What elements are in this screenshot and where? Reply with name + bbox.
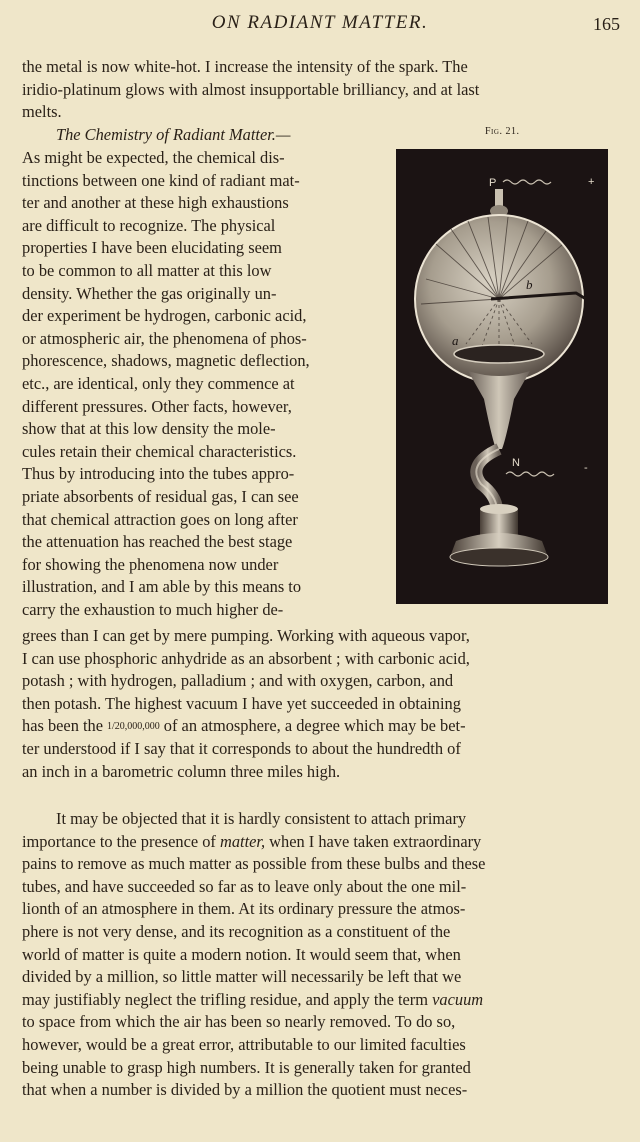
- text-line: potash ; with hydrogen, palladium ; and with oxygen, carbon, and: [22, 671, 454, 691]
- text-line: illustration, and I am able by this means to: [22, 577, 302, 597]
- label-a: a: [452, 333, 459, 348]
- text-line: being unable to grasp high numbers. It is generally taken for granted: [22, 1057, 471, 1077]
- text-line: Thus by introducing into the tubes appro-: [22, 464, 295, 484]
- text-line: however, would be a great error, attributable to our limited faculties: [22, 1034, 466, 1054]
- label-plus: +: [588, 176, 595, 188]
- cup-electrode: [454, 345, 544, 363]
- wide-lines: [22, 625, 617, 783]
- text-line: different pressures. Other facts, however,: [22, 396, 292, 416]
- text-line: importance to the presence of matter, when I have taken extraordinary: [22, 831, 482, 851]
- text-line: phorescence, shadows, magnetic deflection,: [22, 351, 310, 371]
- text-line: properties I have been elucidating seem: [22, 238, 282, 258]
- text-line: an inch in a barometric column three miles high.: [22, 761, 341, 781]
- emphasis-matter: matter,: [219, 831, 266, 851]
- text-line: the metal is now white-hot. I increase the intensity of the spark. The: [22, 57, 468, 76]
- bulb-neck: [468, 371, 530, 449]
- text-line: grees than I can get by mere pumping. Working with aqueous vapor,: [22, 626, 470, 645]
- running-head: [0, 10, 640, 38]
- text-line: melts.: [22, 102, 62, 122]
- figure-caption: Fig. 21.: [485, 126, 520, 137]
- text-line: I can use phosphoric anhydride as an absorbent ; with carbonic acid,: [22, 648, 470, 668]
- text-line: cules retain their chemical characteristics.: [22, 441, 297, 461]
- text-line: pains to remove as much matter as possible from these bulbs and these: [22, 854, 486, 874]
- text-line: show that at this low density the mole-: [22, 419, 276, 439]
- text-line: then potash. The highest vacuum I have yet succeeded in obtaining: [22, 693, 461, 713]
- emphasis-vacuum: vacuum: [432, 989, 484, 1009]
- text-line: As might be expected, the chemical dis-: [22, 148, 285, 167]
- figure-radiometer-tube: [396, 149, 608, 604]
- text-line: that chemical attraction goes on long after: [22, 509, 298, 529]
- text-line: iridio-platinum glows with almost insupportable brilliancy, and at last: [22, 79, 480, 99]
- text-line: phere is not very dense, and its recognition as a constituent of the: [22, 921, 451, 941]
- text-line: for showing the phenomena now under: [22, 554, 279, 574]
- text-line: are difficult to recognize. The physical: [22, 215, 276, 235]
- text-line: der experiment be hydrogen, carbonic acid,: [22, 306, 307, 326]
- paragraph-2: [22, 808, 617, 1102]
- text-line: It may be objected that it is hardly consistent to attach primary: [56, 809, 467, 828]
- text-line: tinctions between one kind of radiant mat-: [22, 170, 300, 190]
- fraction-value: 1/20,000,000: [107, 721, 160, 733]
- section-heading-block: [22, 124, 382, 147]
- text-line: divided by a million, so little matter will necessarily be left that we: [22, 967, 462, 987]
- label-minus: -: [584, 462, 588, 474]
- label-n: N: [512, 457, 520, 469]
- text-line: etc., are identical, only they commence at: [22, 373, 295, 393]
- text-line: that when a number is divided by a million the quotient must neces-: [22, 1080, 468, 1100]
- text-line: ter and another at these high exhaustions: [22, 193, 289, 213]
- text-line-fraction: has been the 1/20,000,000 of an atmosphere, a degree which may be bet-: [22, 716, 466, 736]
- text-line: the attenuation has reached the best stage: [22, 532, 293, 552]
- text-line: tubes, and have succeeded so far as to leave only about the one mil-: [22, 876, 467, 896]
- tube-illustration: [396, 149, 608, 604]
- wire-coil-bottom: [506, 472, 554, 476]
- text-line: world of matter is quite a modern notion. It would seem that, when: [22, 944, 461, 964]
- text-line: to be common to all matter at this low: [22, 260, 272, 280]
- text-line: to space from which the air has been so nearly removed. To do so,: [22, 1012, 456, 1032]
- wire-coil-top: [503, 180, 551, 184]
- label-b: b: [526, 277, 533, 292]
- page-number: 165: [593, 14, 620, 34]
- label-p: P: [489, 177, 497, 189]
- text-line: density. Whether the gas originally un-: [22, 283, 277, 303]
- text-line: priate absorbents of residual gas, I can see: [22, 486, 299, 506]
- narrow-column: [22, 147, 382, 621]
- text-line: ter understood if I say that it corresponds to about the hundredth of: [22, 738, 461, 758]
- text-line: or atmospheric air, the phenomena of phos-: [22, 328, 307, 348]
- section-title: The Chemistry of Radiant Matter.—: [56, 125, 291, 144]
- text-line: may justifiably neglect the trifling residue, and apply the term vacuum: [22, 989, 484, 1009]
- text-line: lionth of an atmosphere in them. At its ordinary pressure the atmos-: [22, 899, 466, 919]
- running-title: ON RADIANT MATTER.: [211, 12, 429, 33]
- text-line: carry the exhaustion to much higher de-: [22, 599, 284, 619]
- opening-lines: [22, 56, 617, 124]
